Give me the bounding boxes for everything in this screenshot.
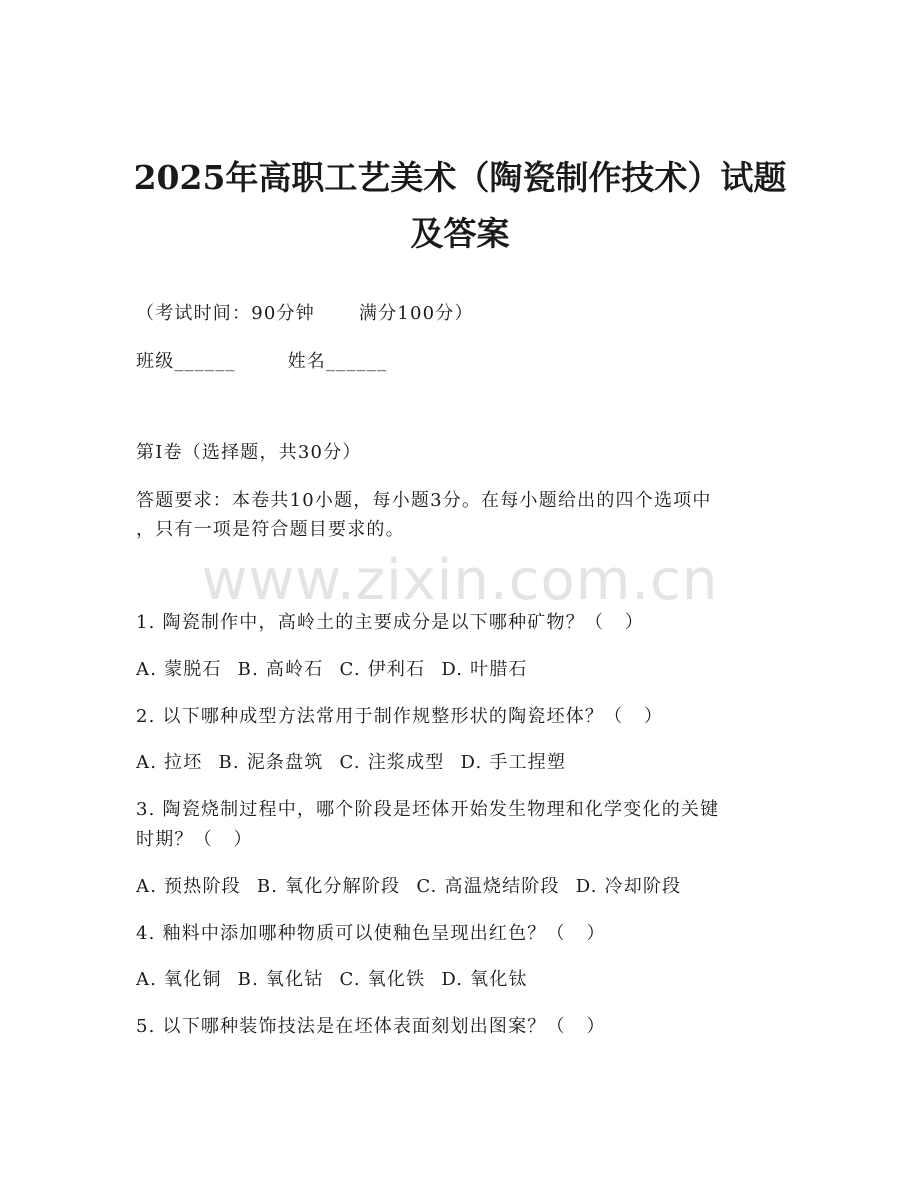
- title-line-2: 及答案: [410, 214, 510, 253]
- section-heading: 第I卷（选择题，共30分）: [136, 442, 362, 463]
- question-2-options: [136, 751, 566, 775]
- option: C. 注浆成型: [339, 752, 445, 773]
- question-3-stem-line-2: 时期？（ ）: [136, 829, 253, 850]
- question-4-options: [136, 968, 528, 992]
- exam-time: （考试时间：90分钟: [136, 303, 315, 324]
- question-5-stem: 5. 以下哪种装饰技法是在坯体表面刻划出图案？（ ）: [136, 1016, 606, 1037]
- instructions-line-2: ，只有一项是符合题目要求的。: [136, 519, 405, 540]
- option: B. 氧化钴: [237, 969, 324, 990]
- option: C. 伊利石: [339, 659, 426, 680]
- option: A. 拉坯: [136, 752, 203, 773]
- option: C. 高温烧结阶段: [416, 876, 560, 897]
- question-2-stem: 2. 以下哪种成型方法常用于制作规整形状的陶瓷坯体？（ ）: [136, 706, 664, 727]
- question-1-options: [136, 658, 528, 682]
- option: B. 高岭石: [237, 659, 324, 680]
- full-score: 满分100分）: [358, 303, 474, 324]
- student-info: [136, 350, 387, 374]
- option: D. 叶腊石: [441, 659, 528, 680]
- option: B. 泥条盘筑: [218, 752, 324, 773]
- option: A. 氧化铜: [136, 969, 222, 990]
- option: D. 氧化钛: [441, 969, 528, 990]
- option: D. 冷却阶段: [575, 876, 682, 897]
- question-3-stem-line-1: 3. 陶瓷烧制过程中，哪个阶段是坯体开始发生物理和化学变化的关键: [136, 799, 720, 820]
- option: B. 氧化分解阶段: [256, 876, 401, 897]
- question-4-stem: 4. 釉料中添加哪种物质可以使釉色呈现出红色？（ ）: [136, 923, 606, 944]
- question-1-stem: 1. 陶瓷制作中，高岭土的主要成分是以下哪种矿物？（ ）: [136, 612, 645, 633]
- option: A. 预热阶段: [136, 876, 241, 897]
- instructions-line-1: 答题要求：本卷共10小题，每小题3分。在每小题给出的四个选项中: [136, 490, 712, 511]
- option: A. 蒙脱石: [136, 659, 222, 680]
- name-field: 姓名______: [287, 351, 388, 372]
- option: C. 氧化铁: [339, 969, 426, 990]
- option: D. 手工捏塑: [460, 752, 567, 773]
- watermark: www.zixin.com.cn: [201, 548, 719, 613]
- title-line-1: 2025年高职工艺美术（陶瓷制作技术）试题: [133, 158, 787, 197]
- class-field: 班级______: [136, 351, 236, 372]
- question-3-options: [136, 875, 681, 899]
- document-title: [100, 150, 820, 262]
- exam-info: [136, 302, 474, 326]
